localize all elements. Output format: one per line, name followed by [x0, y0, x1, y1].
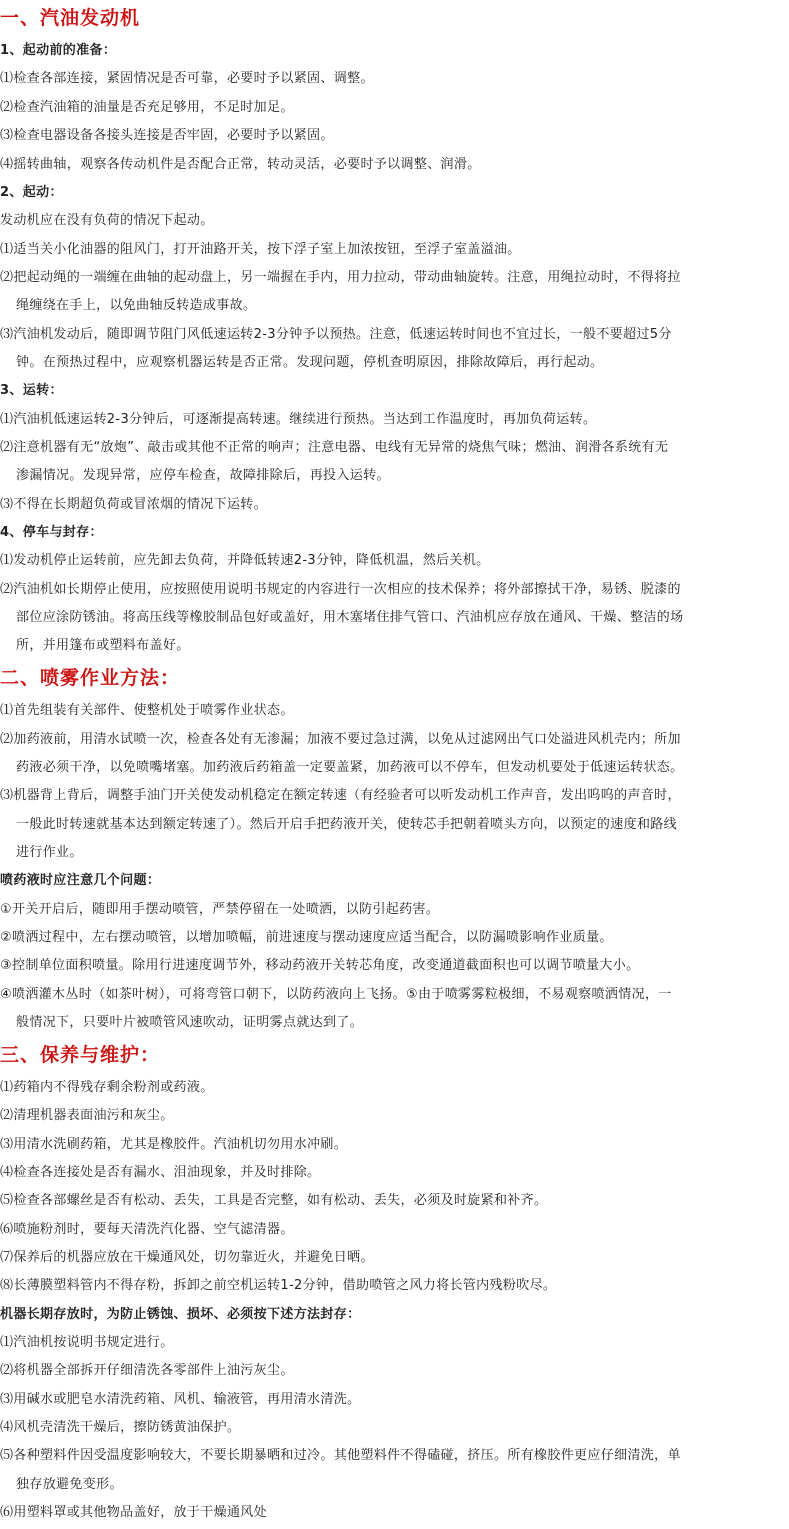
subsection-heading: 3、运转：	[0, 383, 63, 398]
paragraph-line: ⑴药箱内不得残存剩余粉剂或药液。	[0, 1080, 214, 1095]
paragraph-line: ⑷摇转曲轴，观察各传动机件是否配合正常，转动灵活，必要时予以调整、润滑。	[0, 157, 481, 172]
paragraph-line: 独存放避免变形。	[16, 1477, 123, 1492]
section-heading: 一、汽油发动机	[0, 7, 141, 29]
paragraph-line: 发动机应在没有负荷的情况下起动。	[0, 213, 214, 228]
paragraph-line: ①开关开启后，随即用手摆动喷管，严禁停留在一处喷洒，以防引起药害。	[0, 902, 440, 917]
paragraph-line: ⑹喷施粉剂时，要每天清洗汽化器、空气滤清器。	[0, 1222, 294, 1237]
paragraph-line: 渗漏情况。发现异常，应停车检查，故障排除后，再投入运转。	[16, 468, 390, 483]
subsection-heading: 机器长期存放时，为防止锈蚀、损坏、必须按下述方法封存：	[0, 1307, 361, 1322]
paragraph-line: ⑺保养后的机器应放在干燥通风处，切勿靠近火，并避免日晒。	[0, 1250, 374, 1265]
paragraph-line: ⑶用碱水或肥皂水清洗药箱、风机、输液管，再用清水清洗。	[0, 1392, 361, 1407]
paragraph-line: ⑴发动机停止运转前，应先卸去负荷，并降低转速2-3分钟，降低机温，然后关机。	[0, 553, 490, 568]
paragraph-line: ⑻长薄膜塑料管内不得存粉，拆卸之前空机运转1-2分钟，借助喷管之风力将长管内残粉吹尽。	[0, 1278, 557, 1293]
paragraph-line: ⑶用清水洗刷药箱，尤其是橡胶件。汽油机切勿用水冲刷。	[0, 1137, 348, 1152]
paragraph-line: ⑷风机壳清洗干燥后，擦防锈黄油保护。	[0, 1420, 241, 1435]
paragraph-line: ⑸检查各部螺丝是否有松动、丢失，工具是否完整，如有松动、丢失，必须及时旋紧和补齐。	[0, 1193, 548, 1208]
paragraph-line: ②喷洒过程中，左右摆动喷管，以增加喷幅，前进速度与摆动速度应适当配合，以防漏喷影响作业质量。	[0, 930, 613, 945]
subsection-heading: 2、起动：	[0, 185, 63, 200]
subsection-heading: 1、起动前的准备：	[0, 43, 117, 58]
section-heading: 三、保养与维护：	[0, 1044, 161, 1066]
paragraph-line: ⑶不得在长期超负荷或冒浓烟的情况下运转。	[0, 497, 268, 512]
subsection-heading: 4、停车与封存：	[0, 525, 103, 540]
paragraph-line: ⑶检查电器设备各接头连接是否牢固，必要时予以紧固。	[0, 128, 334, 143]
paragraph-line: ⑹用塑料罩或其他物品盖好，放于干燥通风处	[0, 1505, 268, 1520]
subsection-heading: 喷药液时应注意几个问题：	[0, 873, 161, 888]
section-heading: 二、喷雾作业方法：	[0, 667, 181, 689]
paragraph-line: ⑵将机器全部拆开仔细清洗各零部件上油污灰尘。	[0, 1363, 294, 1378]
paragraph-line: ⑸各种塑料件因受温度影响较大，不要长期暴晒和过冷。其他塑料件不得磕碰，挤压。所有橡胶件更应仔细清洗，单	[0, 1448, 681, 1463]
paragraph-line: 钟。在预热过程中，应观察机器运转是否正常。发现问题，停机查明原因，排除故障后，再行起动。	[16, 355, 604, 370]
paragraph-line: ⑴适当关小化油器的阻风门，打开油路开关，按下浮子室上加浓按钮，至浮子室盖溢油。	[0, 242, 521, 257]
paragraph-line: ⑵汽油机如长期停止使用，应按照使用说明书规定的内容进行一次相应的技术保养；将外部擦拭干净，易锈、脱漆的	[0, 582, 681, 597]
paragraph-line: ⑴汽油机低速运转2-3分钟后，可逐渐提高转速。继续进行预热。当达到工作温度时，再加负荷运转。	[0, 412, 597, 427]
paragraph-line: ⑵把起动绳的一端缠在曲轴的起动盘上，另一端握在手内，用力拉动，带动曲轴旋转。注意，用绳拉动时，不得将拉	[0, 270, 681, 285]
paragraph-line: ⑵加药液前，用清水试喷一次，检查各处有无渗漏；加液不要过急过满，以免从过滤网出气口处溢进风机壳内；所加	[0, 732, 681, 747]
paragraph-line: 药液必须干净，以免喷嘴堵塞。加药液后药箱盖一定要盖紧，加药液可以不停车，但发动机要处于低速运转状态。	[16, 760, 684, 775]
paragraph-line: 进行作业。	[16, 845, 83, 860]
paragraph-line: ⑵注意机器有无“放炮”、敲击或其他不正常的响声；注意电器、电线有无异常的烧焦气味；燃油、润滑各系统有无	[0, 440, 669, 455]
paragraph-line: 般情况下，只要叶片被喷管风速吹动，证明雾点就达到了。	[16, 1015, 364, 1030]
paragraph-line: ⑶机器背上背后，调整手油门开关使发动机稳定在额定转速（有经验者可以听发动机工作声音，发出呜呜的声音时，	[0, 788, 681, 803]
paragraph-line: ⑷检查各连接处是否有漏水、泪油现象，并及时排除。	[0, 1165, 321, 1180]
paragraph-line: 一般此时转速就基本达到额定转速了）。然后开启手把药液开关，使转芯手把朝着喷头方向，以预定的速度和路线	[16, 817, 678, 832]
paragraph-line: ③控制单位面积喷量。除用行进速度调节外，移动药液开关转芯角度，改变通道截面积也可以调节喷量大小。	[0, 958, 640, 973]
paragraph-line: 部位应涂防锈油。将高压线等橡胶制品包好或盖好，用木塞堵住排气管口、汽油机应存放在通风、干燥、整洁的场	[16, 610, 684, 625]
paragraph-line: ④喷洒灌木丛时（如茶叶树），可将弯管口朝下，以防药液向上飞扬。⑤由于喷雾雾粒极细，不易观察喷洒情况，一	[0, 987, 672, 1002]
paragraph-line: ⑵清理机器表面油污和灰尘。	[0, 1108, 174, 1123]
paragraph-line: ⑵检查汽油箱的油量是否充足够用，不足时加足。	[0, 100, 294, 115]
paragraph-line: ⑴首先组装有关部件、使整机处于喷雾作业状态。	[0, 703, 294, 718]
paragraph-line: ⑴汽油机按说明书规定进行。	[0, 1335, 174, 1350]
paragraph-line: ⑴检查各部连接，紧固情况是否可靠，必要时予以紧固、调整。	[0, 71, 374, 86]
paragraph-line: ⑶汽油机发动后，随即调节阻门风低速运转2-3分钟予以预热。注意，低速运转时间也不宜过长，一般不要超过5分	[0, 327, 672, 342]
paragraph-line: 所，并用篷布或塑料布盖好。	[16, 638, 190, 653]
paragraph-line: 绳缠绕在手上，以免曲轴反转造成事故。	[16, 298, 257, 313]
